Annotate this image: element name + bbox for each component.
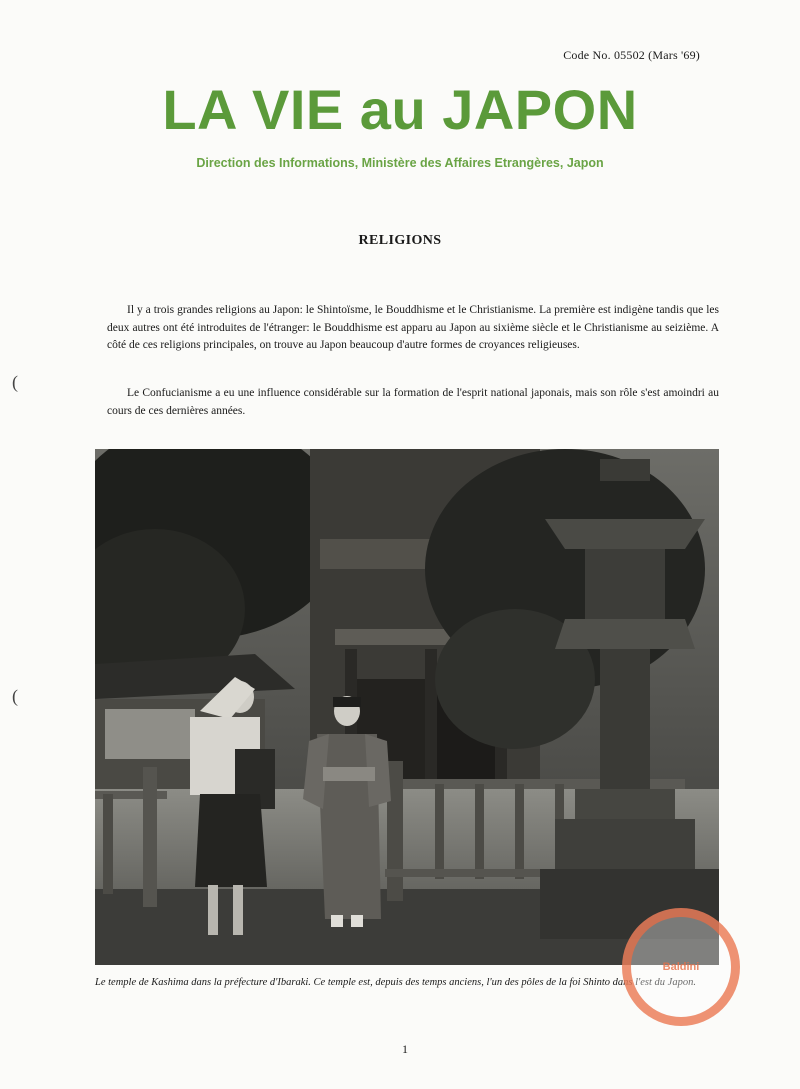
section-title: RELIGIONS: [358, 233, 442, 248]
paragraph-1: [107, 302, 719, 355]
page-number: 1: [402, 1042, 408, 1056]
library-stamp: [622, 908, 740, 1026]
paragraph-2-text: Le Confucianisme a eu une influence considérable sur la formation de l'esprit national japonais, mais son rôle s'est amoindri au cours de ces dernières années.: [107, 387, 719, 417]
document-code: Code No. 05502 (Mars '69): [563, 48, 700, 62]
paragraph-2: [107, 385, 719, 420]
temple-photo-illustration: [95, 449, 719, 965]
photo-caption: Le temple de Kashima dans la préfecture d'Ibaraki. Ce temple est, depuis des temps anciens, l'un des pôles de la foi Shinto dans l'est du Japon.: [95, 977, 696, 988]
stamp-text: Baldini: [662, 961, 700, 973]
paragraph-1-text: Il y a trois grandes religions au Japon: le Shintoïsme, le Bouddhisme et le Christianisme. La première est indigène tandis que les deux autres ont été introduites de l'étranger: le Bouddhisme est apparu au Japon au sixième siècle et le Christianisme au seizième. A côté de ces religions principales, on trouve au Japon beaucoup d'autre formes de croyances religieuses.: [107, 304, 719, 351]
temple-photo: [95, 449, 719, 965]
publication-title: LA VIE au JAPON: [162, 78, 638, 141]
margin-mark: (: [12, 372, 18, 392]
margin-mark: (: [12, 686, 18, 706]
publication-subtitle: Direction des Informations, Ministère des Affaires Etrangères, Japon: [196, 156, 604, 170]
